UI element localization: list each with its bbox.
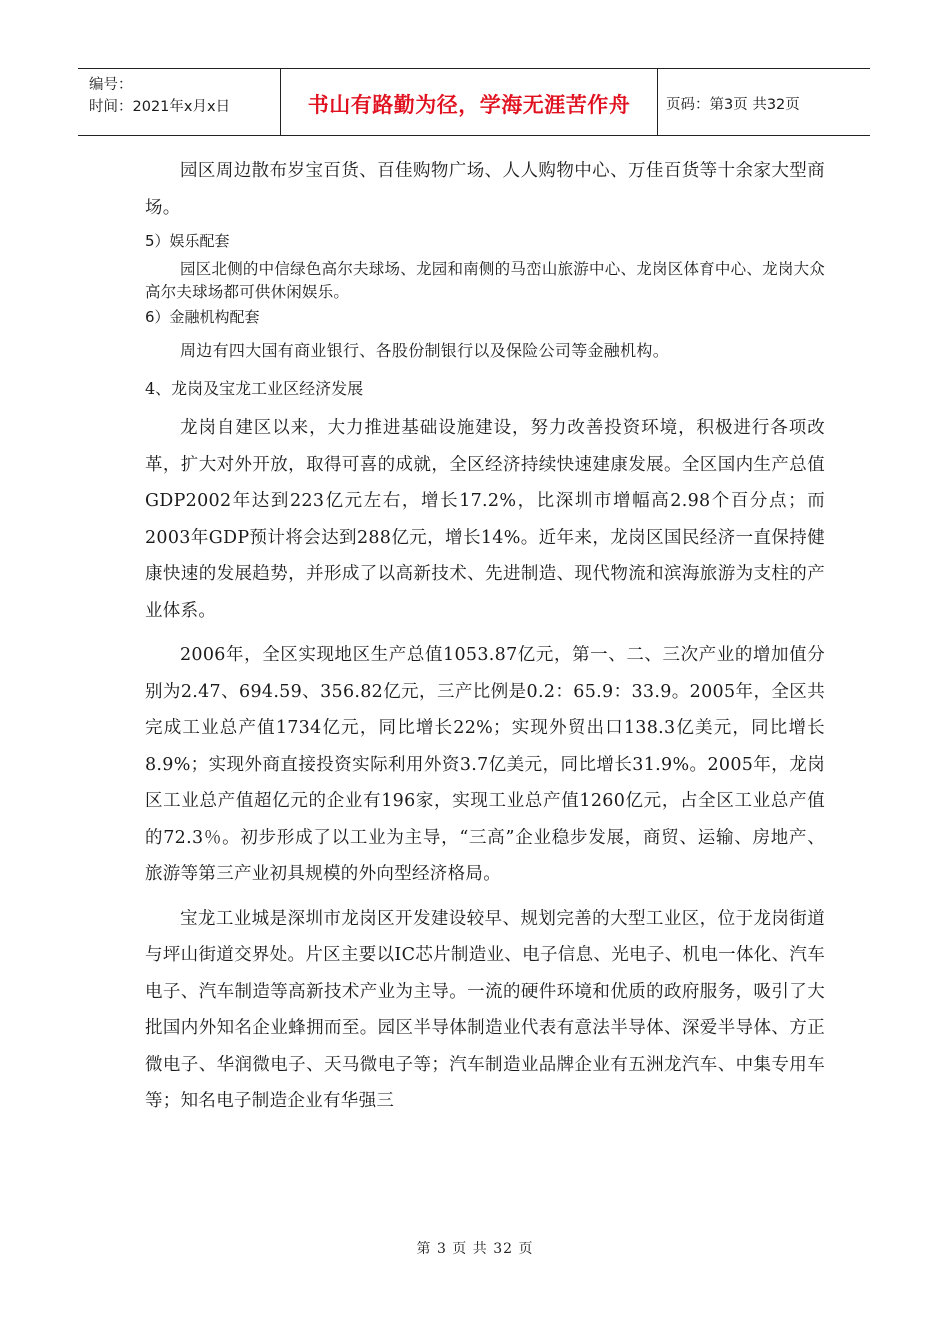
paragraph-baolong-industrial: 宝龙工业城是深圳市龙岗区开发建设较早、规划完善的大型工业区，位于龙岗街道与坪山街道交界处。片区主要以IC芯片制造业、电子信息、光电子、机电一体化、汽车电子、汽车制造等高新技术产业为主导。一流的硬件环境和优质的政府服务，吸引了大批国内外知名企业蜂拥而至。园区半导体制造业代表有意法半导体、深爱半导体、方正微电子、华润微电子、天马微电子等；汽车制造业品牌企业有五洲龙汽车、中集专用车等；知名电子制造企业有华强三 [145,908,825,1111]
heading-finance: 6）金融机构配套 [145,308,260,326]
document-body [145,153,825,1120]
heading-entertainment: 5）娱乐配套 [145,232,230,250]
paragraph-longgang-economy: 龙岗自建区以来，大力推进基础设施建设，努力改善投资环境，积极进行各项改革，扩大对外开放，取得可喜的成就，全区经济持续快速建康发展。全区国内生产总值GDP2002年达到223亿元左右，增长17.2%，比深圳市增幅高2.98个百分点；而2003年GDP预计将会达到288亿元，增长14%。近年来，龙岗区国民经济一直保持健康快速的发展趋势，并形成了以高新技术、先进制造、现代物流和滨海旅游为支柱的产业体系。 [145,418,825,621]
header-meta [78,69,281,135]
header-page-code: 页码：第3页 共32页 [666,96,800,113]
paragraph-shopping: 园区周边散布岁宝百货、百佳购物广场、人人购物中心、万佳百货等十余家大型商场。 [145,161,825,218]
page-footer: 第 3 页 共 32 页 [416,1241,534,1257]
paragraph-2006-statistics: 2006年，全区实现地区生产总值1053.87亿元，第一、二、三次产业的增加值分别为2.47、694.59、356.82亿元，三产比例是0.2：65.9：33.9。2005年，全区共完成工业总产值1734亿元，同比增长22%；实现外贸出口138.3亿美元，同比增长8.9%；实现外商直接投资实际利用外资3.7亿美元，同比增长31.9%。2005年，龙岗区工业总产值超亿元的企业有196家，实现工业总产值1260亿元，占全区工业总产值的72.3％。初步形成了以工业为主导，“三高”企业稳步发展，商贸、运输、房地产、旅游等第三产业初具规模的外向型经济格局。 [145,645,825,884]
paragraph-finance: 周边有四大国有商业银行、各股份制银行以及保险公司等金融机构。 [180,341,670,360]
heading-economy: 4、龙岗及宝龙工业区经济发展 [145,379,364,398]
page-header [78,68,870,136]
paragraph-entertainment: 园区北侧的中信绿色高尔夫球场、龙园和南侧的马峦山旅游中心、龙岗区体育中心、龙岗大众高尔夫球场都可供休闲娱乐。 [145,260,825,301]
document-number: 编号： [89,77,133,93]
header-motto: 书山有路勤为径，学海无涯苦作舟 [281,69,658,135]
document-date: 时间：2021年x月x日 [89,99,231,115]
